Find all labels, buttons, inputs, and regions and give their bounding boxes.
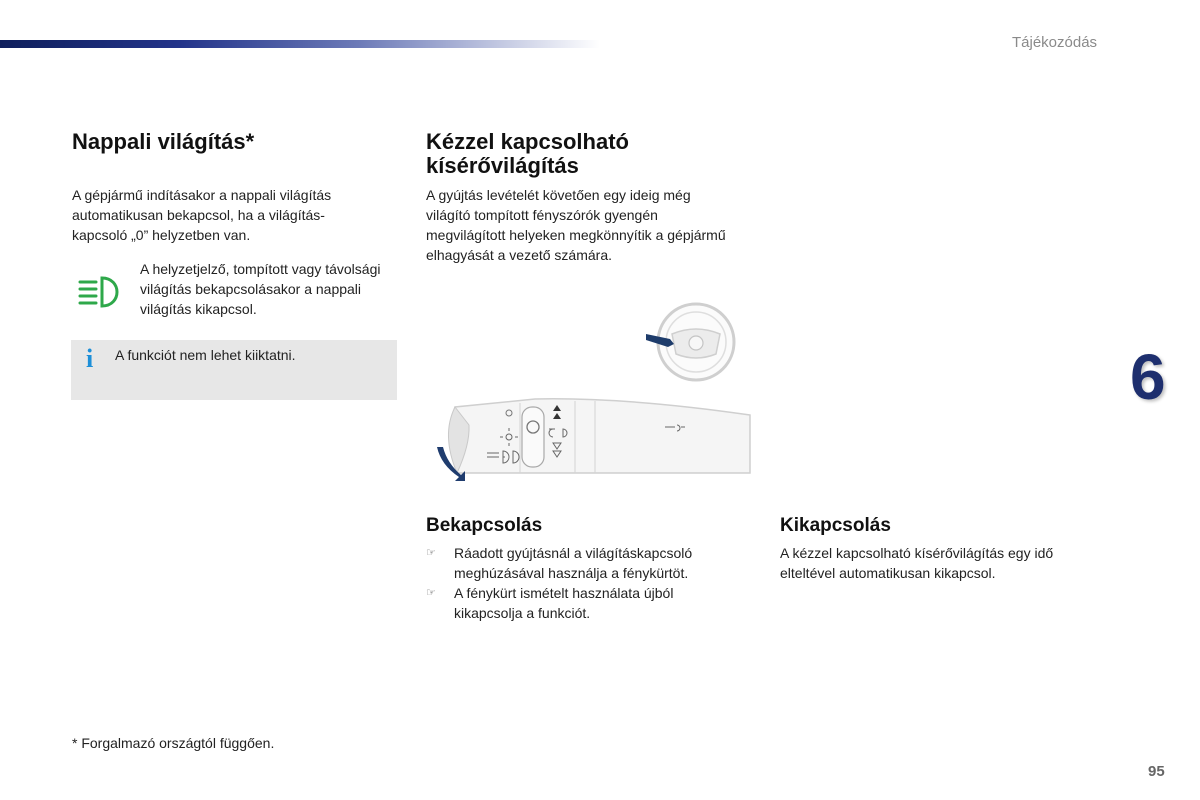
footnote: * Forgalmazó országtól függően. <box>72 735 275 751</box>
daytime-lights-title: Nappali világítás* <box>72 129 255 154</box>
list-item <box>426 583 736 623</box>
page-number: 95 <box>1148 763 1165 780</box>
switch-on-title: Bekapcsolás <box>426 515 543 536</box>
daytime-running-light-icon <box>76 272 126 312</box>
switch-off-text: A kézzel kapcsolható kísérővilágítás egy idő elteltével automatikusan kikapcsol. <box>780 545 1054 581</box>
section-label: Tájékozódás <box>1012 34 1098 51</box>
follow-me-home-title <box>426 130 629 178</box>
list-item-text: A fénykürt ismételt használata újból kikapcsolja a funkciót. <box>454 585 674 621</box>
list-item-text: Ráadott gyújtásnál a világításkapcsoló meghúzásával használja a fénykürtöt. <box>454 545 693 581</box>
steering-wheel-illustration <box>640 298 740 386</box>
list-item <box>426 543 736 583</box>
follow-me-home-title-line2: kísérővilágítás <box>426 153 579 178</box>
info-icon: i <box>86 344 94 373</box>
info-text: A funkciót nem lehet kiiktatni. <box>115 347 296 363</box>
bullet-icon: ☞ <box>426 547 436 559</box>
follow-me-home-title-line1: Kézzel kapcsolható <box>426 129 629 154</box>
daytime-lights-intro: A gépjármű indításakor a nappali világítás automatikusan bekapcsol, ha a világítás-kapcsoló „0” helyzetben van. <box>72 187 332 243</box>
switch-on-list <box>426 543 736 623</box>
chapter-number: 6 <box>1130 341 1166 413</box>
daytime-lights-icon-text: A helyzetjelző, tompított vagy távolsági világítás bekapcsolásakor a nappali világítás kikapcsol. <box>140 261 381 317</box>
lighting-stalk-illustration <box>425 385 755 485</box>
bullet-icon: ☞ <box>426 587 436 599</box>
header-gradient-bar <box>0 40 600 48</box>
switch-off-title: Kikapcsolás <box>780 515 891 536</box>
follow-me-home-intro: A gyújtás levételét követően egy ideig még világító tompított fényszórók gyengén megvilágított helyeken megkönnyítik a gépjármű elhagyását a vezető számára. <box>426 187 726 263</box>
